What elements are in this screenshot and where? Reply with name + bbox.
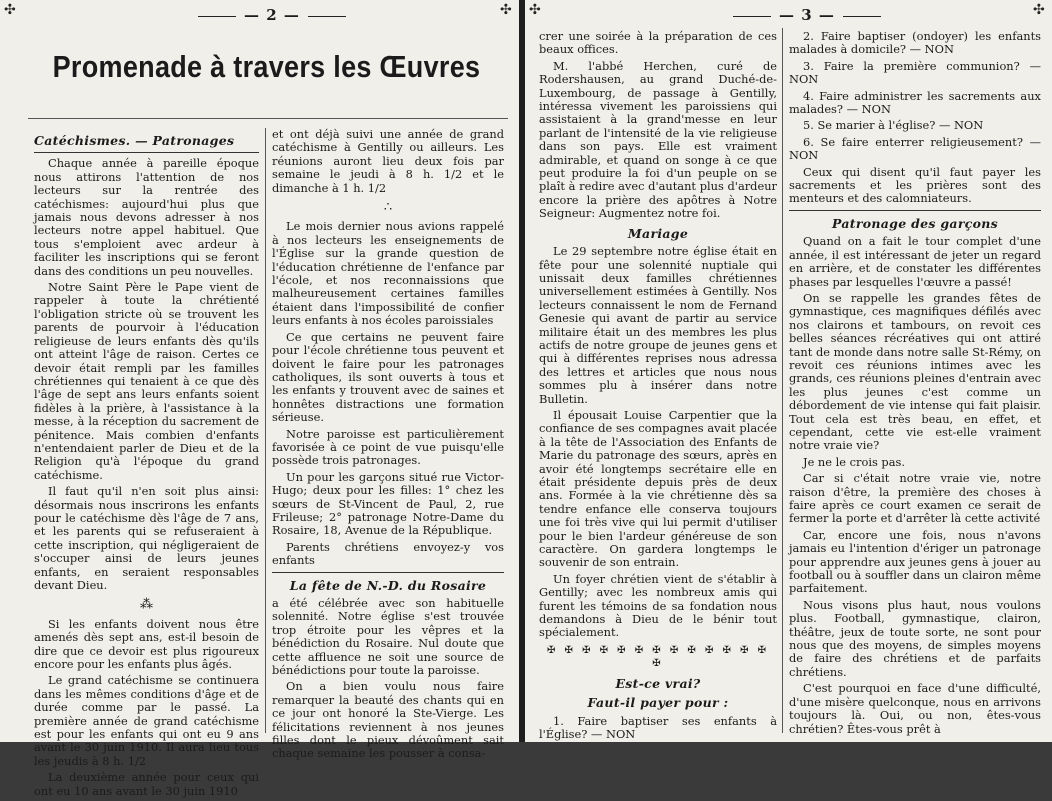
list-item: 6. Se faire enterrer religieusement? — NON [789,134,1041,163]
list-item: 4. Faire administrer les sacrements aux malades? — NON [789,88,1041,117]
paragraph: Si les enfants doivent nous être amenés dès sept ans, est-il besoin de dire que ce devoir est plus rigoureux encore pour les enfants plus âgés. [34,616,259,672]
paragraph: Chaque année à pareille époque nous attirons l'attention de nos lecteurs sur la rentrée des catéchismes: aujourd'hui plus que jamais nous devons adresser à nos lecteurs notre appel habituel. Que tous s'emploient avec ardeur à faciliter les inscriptions qui se feront dans des conditions un peu nouvelles. [34,156,259,278]
divider [28,118,508,119]
divider [34,152,259,153]
paragraph: Nous visons plus haut, nous voulons plus. Football, gymnastique, clairon, théâtre, jeux de toute sorte, ne sont pour nous que des moyens, de simples moyens de faire des chrétiens et de parfaits chrétiens. [789,597,1041,679]
article-column [272,128,504,764]
paragraph: La deuxième année pour ceux qui ont eu 10 ans avant le 30 juin 1910 [34,770,259,798]
ornament-row: ✠ ✠ ✠ ✠ ✠ ✠ ✠ ✠ ✠ ✠ ✠ ✠ ✠ ✠ [546,644,770,670]
section-heading: Catéchismes. — Patronages [34,133,235,148]
list-item: 2. Faire baptiser (ondoyer) les enfants malades à domicile? — NON [789,29,1041,57]
section-heading: La fête de N.-D. du Rosaire [289,577,487,593]
divider [272,572,504,573]
paragraph: Notre Saint Père le Pape vient de rappeler à toute la chrétienté l'obligation stricte où se trouvent les parents de pourvoir à l'éducation religieuse de leurs enfants dès qu'ils ont atteint l'âge de raison. Certes ce devoir était rempli par les familles chrétiennes qui tenaient à ce que dès l'âge de sept ans leurs enfants soient fidèles à la prière, à l'assistance à la messe, à la réception du sacrement de pénitence. Mais combien d'enfants n'entendaient parler de Dieu et de la Religion qu'à l'époque du grand catéchisme. [34,280,259,482]
page-title: Promenade à travers les Œuvres [52,50,481,84]
column-divider [782,28,783,733]
page-number: — 3 — [725,6,889,24]
list-item: 3. Faire la première communion? — NON [789,58,1041,87]
section-heading: Mariage [627,225,689,241]
paragraph: a été célébrée avec son habituelle solennité. Notre église s'est trouvée trop étroite pour les vêpres et la bénédiction du Rosaire. Nul doute que cette affluence ne soit une source de bénédictions pour toute la paroisse. [272,596,504,678]
page-right [525,0,1052,742]
article-column [789,30,1041,739]
ornament: ∴ [383,200,393,216]
paragraph: Le grand catéchisme se continuera dans les mêmes conditions d'âge et de durée comme par le passé. La première année de grand catéchisme est pour les enfants qui ont eu 9 ans avant le 30 juin 1910. Il aura lieu tous les jeudis à 8 h. 1/2 [34,673,259,768]
corner-ornament-icon: ✣ [500,2,512,18]
paragraph: Ce que certains ne peuvent faire pour l'école chrétienne tous peuvent et doivent le faire pour les patronages catholiques, ils sont ouverts à tous et les enfants y trouvent avec de saines et honnêtes distractions une formation sérieuse. [272,329,504,425]
divider [789,210,1041,211]
paragraph: crer une soirée à la préparation de ces beaux offices. [539,29,777,57]
section-heading: Est-ce vrai? [615,675,701,691]
section-subheading: Faut-il payer pour : [587,695,729,711]
paragraph: Le 29 septembre notre église était en fête pour une solennité nuptiale qui unissait deux familles chrétiennes universellement estimées à Gentilly. Nos lecteurs connaissent le nom de Fernand Genesie qui avant de partir au service militaire était un des membres les plus actifs de notre groupe de jeunes gens et qui à différentes reprises nous adressa des lettres et articles que nous nous sommes plu à insérer dans notre Bulletin. [539,244,777,406]
paragraph: Il épousait Louise Carpentier que la confiance de ses compagnes avait placée à la tête de l'Association des Enfants de Marie du patronage des sœurs, après en avoir été longtemps secrétaire elle en était présidente depuis près de deux ans. Formée à la vie chrétienne dès sa tendre enfance elle conserva toujours une foi très vive qui lui permit d'utiliser pour le bien l'ardeur généreuse de son caractère. On gardera longtemps le souvenir de son entrain. [539,407,777,570]
paragraph: On a bien voulu nous faire remarquer la beauté des chants qui en ce jour ont honoré la Ste-Vierge. Les félicitations reviennent à nos jeunes filles dont le pieux dévoûment sait chaque semaine les pousser à consa- [272,679,504,761]
column-divider [265,128,266,733]
article-column [539,30,777,744]
paragraph: 1. Faire baptiser ses enfants à l'Église? — NON [539,713,777,741]
paragraph: Parents chrétiens envoyez-y vos enfants [272,539,504,568]
paragraph: Le mois dernier nous avions rappelé à nos lecteurs les enseignements de l'Église sur la grande question de l'éducation chrétienne de l'enfance par l'école, et nos reconnaissions que malheureusement certaines familles étaient dans l'impossibilité de confier leurs enfants à nos écoles paroissiales [272,219,504,328]
corner-ornament-icon: ✣ [4,2,16,18]
paragraph: M. l'abbé Herchen, curé de Rodershausen, au grand Duché-de-Luxembourg, de passage à Gentilly, intéressa vivement les paroissiens qui assistaient à la grand'messe en leur parlant de l'intensité de la vie religieuse dans son pays. Elle est vraiment admirable, et quand on songe à ce que peut produire la foi d'un peuple on se plaît à redire avec d'autant plus d'ardeur encore la prière des apôtres à Notre Seigneur: Augmentez notre foi. [539,58,777,221]
paragraph: Je ne le crois pas. [803,454,905,469]
paragraph: Un pour les garçons situé rue Victor-Hugo; deux pour les filles: 1° chez les sœurs de St-Vincent de Paul, 2, rue Frileuse; 2° patronage Notre-Dame du Rosaire, 18, Avenue de la République. [272,469,504,538]
page-number: — 2 — [190,6,354,24]
corner-ornament-icon: ✣ [529,2,541,18]
paragraph: Un foyer chrétien vient de s'établir à Gentilly; avec les nombreux amis qui furent les témoins de sa fondation nous demandons à Dieu de le bénir tout spécialement. [539,571,777,640]
ornament: ⁂ [140,597,153,613]
paragraph: et ont déjà suivi une année de grand catéchisme à Gentilly ou ailleurs. Les réunions auront lieu deux fois par semaine le jeudi à 8 h. 1/2 et le dimanche à 1 h. 1/2 [272,127,504,195]
section-heading: Patronage des garçons [832,215,998,231]
article-column [34,128,259,801]
paragraph: C'est pourquoi en face d'une difficulté, d'une misère quelconque, nous en arrivons toujours là. Oui, ou non, êtes-vous chrétien? Êtes-vous prêt à [789,681,1041,736]
paragraph: Quand on a fait le tour complet d'une année, il est intéressant de jeter un regard en arrière, et de constater les différentes phases par lesquelles l'œuvre a passé! [789,234,1041,289]
paragraph: Il faut qu'il n'en soit plus ainsi: désormais nous inscrirons les enfants pour le catéchisme dès l'âge de 7 ans, et les parents qui se refuseraient à cette inscription, qui négligeraient de s'occuper ainsi de leurs jeunes enfants, en seraient responsables devant Dieu. [34,484,259,592]
list-item: 5. Se marier à l'église? — NON [803,118,984,133]
corner-ornament-icon: ✣ [1033,2,1045,18]
paragraph: On se rappelle les grandes fêtes de gymnastique, ces magnifiques défilés avec nos clairons et tambours, on revoit ces belles séances récréatives qui ont attiré tant de monde dans notre salle St-Rémy, on revoit ces réunions intimes avec les grands, ces réunions pleines d'entrain avec les plus jeunes c'est comme un débordement de vie intense qui fait plaisir. Tout cela est très beau, en effet, et cependant, cette vie est-elle vraiment notre vraie vie? [789,290,1041,453]
paragraph: Car si c'était notre vraie vie, notre raison d'être, la première des choses à faire après ce court examen ce serait de fermer la porte et d'arrêter là cette activité [789,471,1041,526]
paragraph: Car, encore une fois, nous n'avons jamais eu l'intention d'ériger un patronage pour apprendre aux jeunes gens à jouer au football ou à souffler dans un clairon même parfaitement. [789,527,1041,596]
paragraph: Notre paroisse est particulièrement favorisée à ce point de vue puisqu'elle possède trois patronages. [272,426,504,468]
paragraph: Ceux qui disent qu'il faut payer les sacrements et les prières sont des menteurs et des calomniateurs. [789,164,1041,206]
page-left [0,0,519,798]
